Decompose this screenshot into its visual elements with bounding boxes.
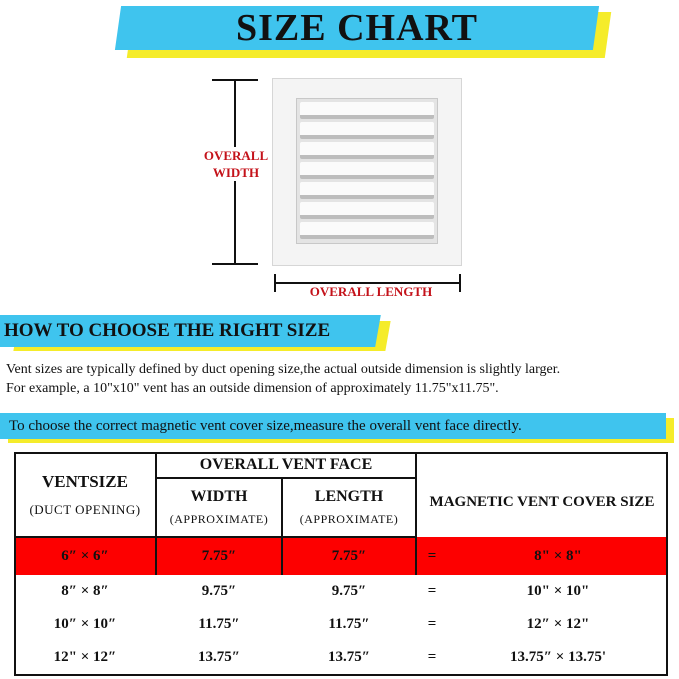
table-cell-cover: 12″ × 12" <box>526 616 590 632</box>
table-border-top <box>14 452 668 454</box>
table-cell-length: 7.75″ <box>331 547 367 564</box>
header-width <box>156 478 282 537</box>
width-dimension-cap-bottom <box>212 263 258 265</box>
table-border-subheader <box>156 477 416 479</box>
header-width-label: WIDTH <box>190 488 248 505</box>
vent-image <box>272 78 462 266</box>
table-cell-vent: 6″ × 6″ <box>61 547 109 564</box>
vent-slat <box>300 122 434 139</box>
table-cell-length: 13.75″ <box>327 649 371 665</box>
vent-slat <box>300 202 434 219</box>
table-cell-vent: 8″ × 8″ <box>61 583 109 599</box>
measure-banner <box>0 413 679 443</box>
table-border-col2 <box>281 477 283 575</box>
size-table <box>14 452 668 676</box>
vent-slat <box>300 162 434 179</box>
table-cell-equals: = <box>427 547 437 564</box>
title-banner <box>118 6 608 56</box>
table-cell-width: 13.75″ <box>197 649 241 665</box>
table-border-header <box>14 536 416 538</box>
header-magnetic-cover-size: MAGNETIC VENT COVER SIZE <box>429 493 655 510</box>
header-ventsize-label: VENTSIZE <box>42 471 128 491</box>
table-cell-cover: 8" × 8" <box>534 547 582 564</box>
vent-slat <box>300 182 434 199</box>
table-cell-width: 11.75″ <box>198 616 240 632</box>
table-border-left <box>14 452 16 676</box>
table-cell-cover: 13.75″ × 13.75' <box>510 649 606 665</box>
table-border-right <box>666 452 668 676</box>
overall-length-label: OVERALL LENGTH <box>298 284 444 300</box>
overall-width-label-line2: WIDTH <box>212 165 260 180</box>
table-cell-equals: = <box>427 583 437 599</box>
section-title: HOW TO CHOOSE THE RIGHT SIZE <box>4 320 331 341</box>
description-paragraph: Vent sizes are typically defined by duct opening size,the actual outside dimension is slightly larger. <box>6 362 561 377</box>
table-cell-length: 9.75″ <box>331 583 367 599</box>
table-border-col1 <box>155 452 157 575</box>
table-cell-equals: = <box>427 616 437 632</box>
page-title: SIZE CHART <box>235 7 478 49</box>
table-cell-width: 9.75″ <box>201 583 237 599</box>
table-cell-width: 7.75″ <box>201 547 237 564</box>
header-ventsize <box>14 452 156 537</box>
header-overall-vent-face: OVERALL VENT FACE <box>199 456 373 473</box>
table-border-bottom <box>14 674 668 676</box>
vent-grille <box>296 98 438 244</box>
table-cell-vent: 10″ × 10″ <box>53 616 117 632</box>
table-cell-equals: = <box>427 649 437 665</box>
vent-slat <box>300 102 434 119</box>
measure-note: To choose the correct magnetic vent cover size,measure the overall vent face directly. <box>9 418 522 434</box>
overall-width-label-line1: OVERALL <box>203 148 269 163</box>
vent-slat <box>300 222 434 239</box>
header-width-sub: (APPROXIMATE) <box>169 512 269 526</box>
width-dimension-cap-top <box>212 79 258 81</box>
table-cell-vent: 12" × 12″ <box>53 649 117 665</box>
header-length-label: LENGTH <box>314 488 384 505</box>
table-cell-cover: 10" × 10" <box>526 583 590 599</box>
header-ventsize-sub: (DUCT OPENING) <box>29 501 141 517</box>
header-length-sub: (APPROXIMATE) <box>299 512 399 526</box>
overall-width-label <box>196 147 276 181</box>
example-paragraph: For example, a 10"x10" vent has an outside dimension of approximately 11.75"x11.75". <box>6 381 499 396</box>
table-border-col3 <box>415 452 417 575</box>
header-length <box>282 478 416 537</box>
table-cell-length: 11.75″ <box>328 616 370 632</box>
vent-slat <box>300 142 434 159</box>
section-banner <box>0 315 392 355</box>
